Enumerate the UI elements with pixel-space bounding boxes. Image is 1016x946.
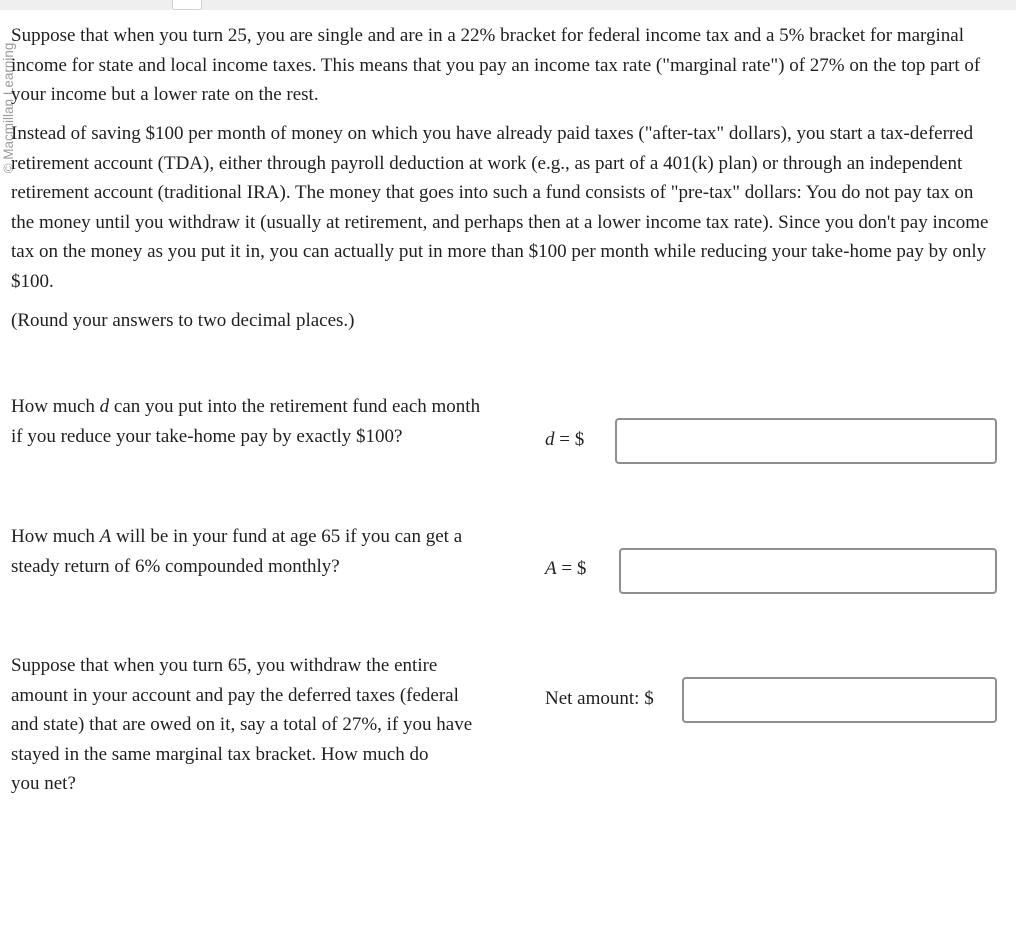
question-2-text [11, 522, 511, 581]
question-2-line-2: steady return of 6% compounded monthly? [11, 555, 340, 577]
net-amount-input[interactable] [682, 677, 997, 723]
d-answer-label: d = $ [545, 429, 585, 450]
collapse-tab-handle[interactable] [172, 0, 202, 10]
question-2-line-1: How much A will be in your fund at age 65 if you can get a [11, 526, 463, 547]
question-3-line: amount in your account and pay the deferred taxes (federal [11, 684, 459, 706]
question-1-line-1: How much d can you put into the retirement fund each month [11, 396, 481, 417]
top-toolbar-strip [0, 0, 1016, 10]
question-1-text [11, 392, 511, 451]
text-line: your income but a lower rate on the rest. [11, 84, 319, 105]
question-3-text [11, 651, 511, 799]
problem-statement [11, 21, 1016, 345]
text-line: retirement account (traditional IRA). The money that goes into such a fund consists of "pre-tax" dollars: You do not pay tax on [11, 182, 974, 203]
rounding-instruction: (Round your answers to two decimal places.) [11, 309, 355, 331]
d-answer-input[interactable] [615, 418, 997, 464]
text-line: Instead of saving $100 per month of money on which you have already paid taxes ("after-tax" dollars), you start a tax-deferred [11, 123, 974, 144]
question-3-line: you net? [11, 773, 76, 794]
text-line: Suppose that when you turn 25, you are single and are in a 22% bracket for federal income tax and a 5% bracket for marginal [11, 25, 965, 46]
text-line: tax on the money as you put it in, you can actually put in more than $100 per month while reducing your take-home pay by only [11, 241, 987, 262]
a-answer-label: A = $ [545, 558, 587, 579]
net-amount-label: Net amount: $ [545, 688, 654, 709]
text-line: income for state and local income taxes. This means that you pay an income tax rate ("marginal rate") of 27% on the top part of [11, 54, 981, 76]
copyright-watermark: © Macmillan Learning [1, 42, 16, 174]
text-line: $100. [11, 270, 54, 292]
question-3-line: Suppose that when you turn 65, you withdraw the entire [11, 655, 438, 676]
question-1-line-2: if you reduce your take-home pay by exactly $100? [11, 425, 403, 447]
text-line: retirement account (TDA), either through payroll deduction at work (e.g., as part of a 401(k) plan) or through an independent [11, 152, 963, 174]
intro-paragraph-1 [11, 21, 1016, 110]
question-3-line: stayed in the same marginal tax bracket. How much do [11, 743, 429, 765]
text-line: the money until you withdraw it (usually at retirement, and perhaps then at a lower income tax rate). Since you don't pay income [11, 211, 989, 233]
question-3-line: and state) that are owed on it, say a total of 27%, if you have [11, 714, 473, 735]
a-answer-input[interactable] [619, 548, 997, 594]
intro-paragraph-2 [11, 119, 1016, 296]
